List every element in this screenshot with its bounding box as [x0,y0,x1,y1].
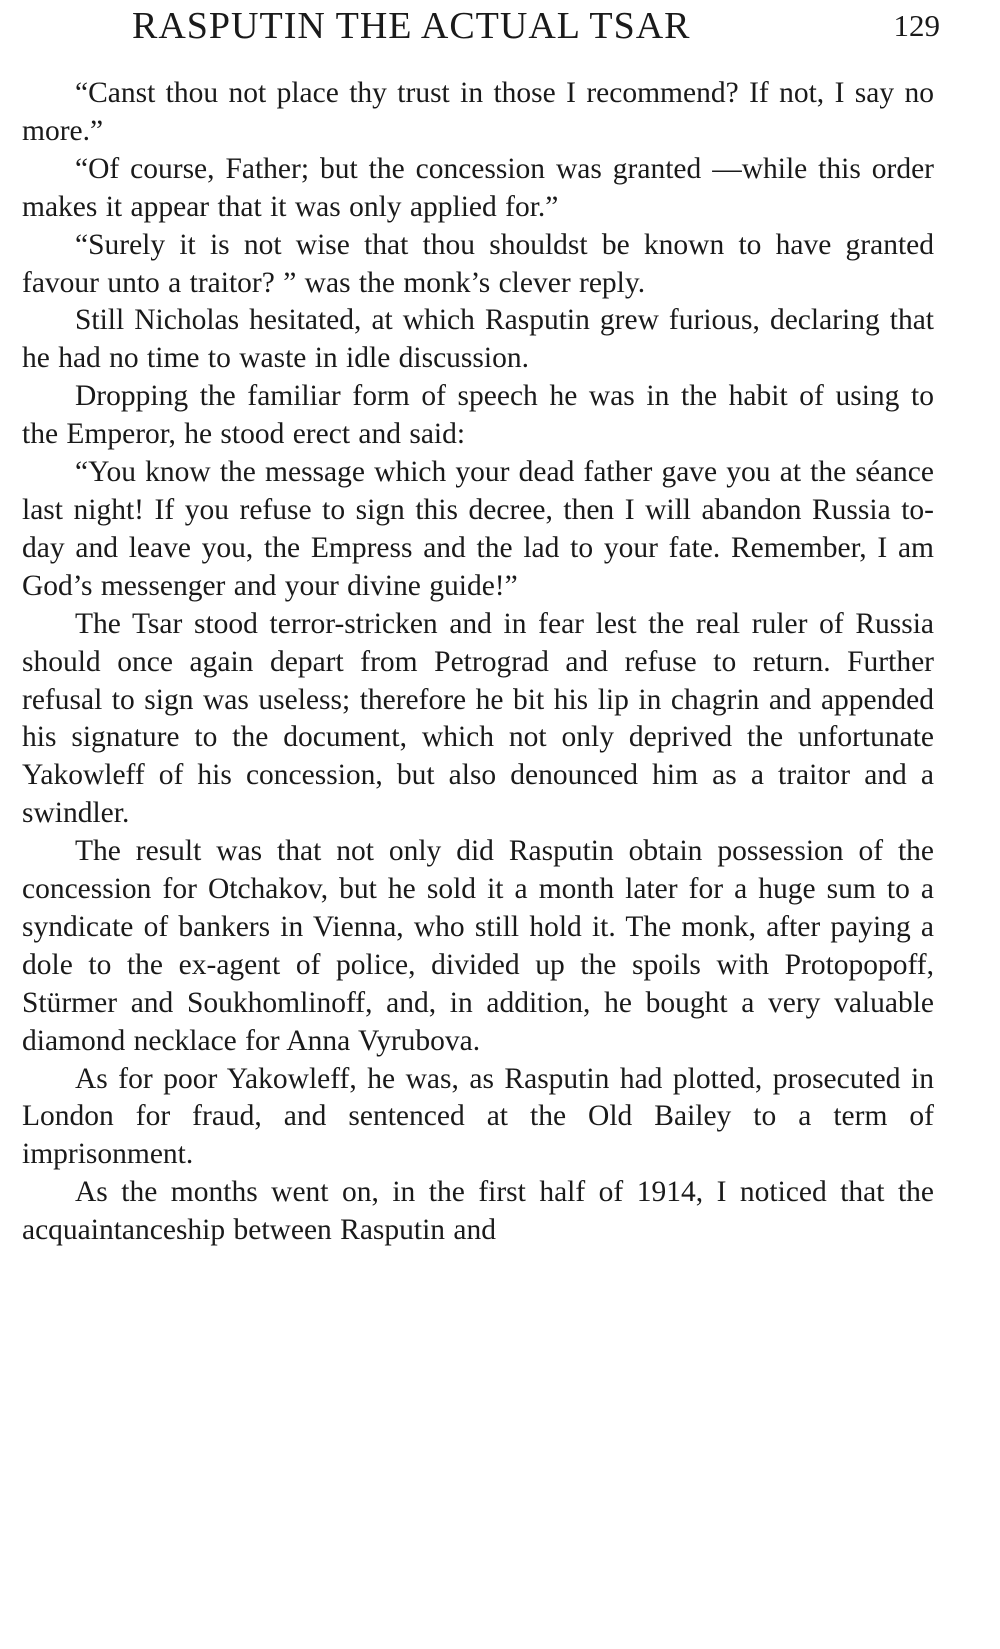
paragraph: As for poor Yakowleff, he was, as Rasputin had plotted, prosecuted in London for fraud, and sentenced at the Old Bailey to a term of imprisonment. [22,1062,934,1171]
body-text [22,75,934,1250]
chapter-title: RASPUTIN THE ACTUAL TSAR [132,5,691,47]
running-head [22,0,940,58]
paragraph: As the months went on, in the first half of 1914, I noticed that the acquaintanceship between Rasputin and [22,1176,934,1247]
page-number: 129 [893,8,940,43]
paragraph: “Of course, Father; but the concession was granted —while this order makes it appear that it was only applied for.” [22,152,934,223]
paragraph: “Canst thou not place thy trust in those I recommend? If not, I say no more.” [22,77,934,147]
paragraph: Still Nicholas hesitated, at which Rasputin grew furious, declaring that he had no time to waste in idle discussion. [22,304,934,375]
paragraph: “Surely it is not wise that thou shouldst be known to have granted favour unto a traitor? ” was the monk’s clever reply. [22,228,934,299]
paragraph: The Tsar stood terror-stricken and in fear lest the real ruler of Russia should once again depart from Petrograd and refuse to return. Further refusal to sign was useless; therefore he bit his lip in chagrin and appended his signature to the document, which not only deprived the unfortunate Yakowleff of his concession, but also denounced him as a traitor and a swindler. [22,607,934,830]
book-page [22,0,940,1250]
paragraph: “You know the message which your dead father gave you at the séance last night! If you refuse to sign this decree, then I will abandon Russia to-day and leave you, the Empress and the lad to your fate. Remember, I am God’s messenger and your divine guide!” [22,456,934,602]
paragraph: Dropping the familiar form of speech he was in the habit of using to the Emperor, he stood erect and said: [22,380,934,451]
paragraph: The result was that not only did Rasputin obtain possession of the concession for Otchakov, but he sold it a month later for a huge sum to a syndicate of bankers in Vienna, who still hold it. The monk, after paying a dole to the ex-agent of police, divided up the spoils with Protopopoff, Stürmer and Soukhomlinoff, and, in addition, he bought a very valuable diamond necklace for Anna Vyrubova. [22,835,934,1057]
